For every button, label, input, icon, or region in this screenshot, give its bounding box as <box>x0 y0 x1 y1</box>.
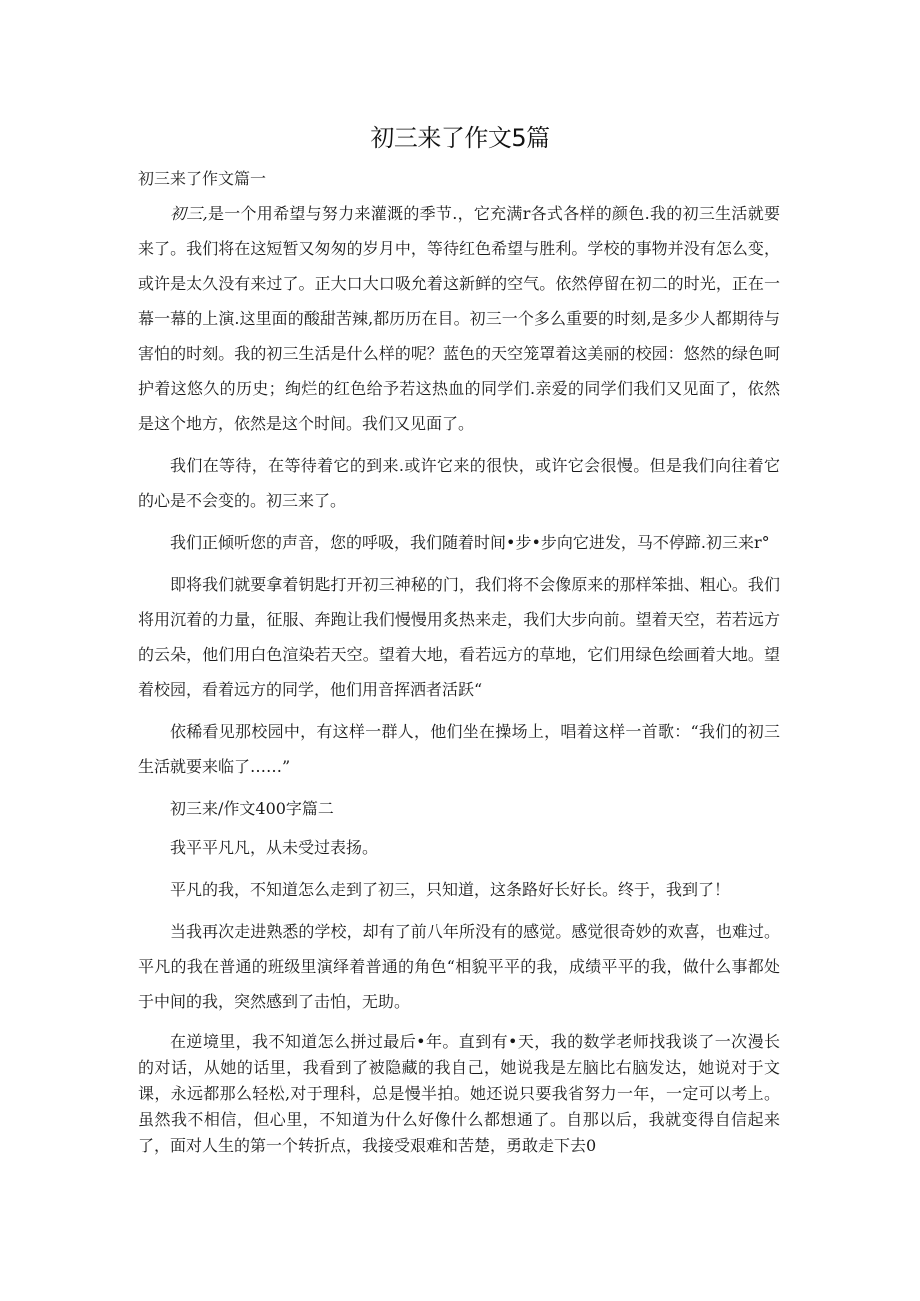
paragraph-8: 当我再次走进熟悉的学校，却有了前八年所没有的感觉。感觉很奇妙的欢喜，也难过。平凡的我在普通的班级里演绎着普通的角色“相貌平平的我，成绩平平的我，做什么事都处于中间的我，突然感到了击怕，无助。 <box>138 922 780 1011</box>
paragraph-3: 我们正倾听您的声音，您的呼吸，我们随着时间•步•步向它进发，马不停蹄.初三来r° <box>170 533 770 552</box>
section-heading-2: 初三来/作文400字篇二 <box>170 799 334 818</box>
section-heading-1: 初三来了作文篇一 <box>138 169 267 188</box>
document-title: 初三来了作文5篇 <box>370 124 550 152</box>
paragraph-7: 平凡的我，不知道怎么走到了初三，只知道，这条路好长好长。终于，我到了！ <box>170 880 731 899</box>
paragraph-4: 即将我们就要拿着钥匙打开初三神秘的门，我们将不会像原来的那样笨拙、粗心。我们将用沉着的力量，征服、奔跑让我们慢慢用炙热来走，我们大步向前。望着天空，若若远方的云朵，他们用白色渲染若天空。望着大地，看若远方的草地，它们用绿色绘画着大地。望着校园，看着远方的同学，他们用音挥洒者活跃“ <box>138 575 780 699</box>
paragraph-1 <box>138 196 780 441</box>
paragraph-6: 我平平凡凡，从未受过表扬。 <box>170 838 379 857</box>
paragraph-2: 我们在等待，在等待着它的到来.或许它来的很快，或许它会很慢。但是我们向往着它的心是不会变的。初三来了。 <box>138 456 780 510</box>
paragraph-1-text: 是一个用希望与努力来灌溉的季节.，它充满r各式各样的颜色.我的初三生活就要来了。我们将在这短暂又匆匆的岁月中，等待红色希望与胜利。学校的事物并没有怎么变，或许是太久没有来过了。正大口大口吸允着这新鲜的空气。依然停留在初二的时光，正在一幕一幕的上演.这里面的酸甜苦辣,都历历在目。初三一个多么重要的时刻,是多少人都期待与害怕的时刻。我的初三生活是什么样的呢？蓝色的天空笼罩着这美丽的校园：悠然的绿色呵护着这悠久的历史；绚烂的红色给予若这热血的同学们.亲爱的同学们我们又见面了，依然是这个地方，依然是这个时间。我们又见面了。 <box>138 204 780 433</box>
paragraph-1-lead: 初三, <box>170 204 208 223</box>
paragraph-5: 依稀看见那校园中，有这样一群人，他们坐在操场上，唱着这样一首歌：“我们的初三生活就要来临了……” <box>138 722 780 776</box>
document-body <box>138 196 780 1166</box>
paragraph-9: 在逆境里，我不知道怎么拼过最后•年。直到有•天，我的数学老师找我谈了一次漫长的对话，从她的话里，我看到了被隐藏的我自己，她说我是左脑比右脑发达，她说对于文课，永远都那么轻松,对于理科，总是慢半拍。她还说只要我省努力一年，一定可以考上。虽然我不相信，但心里，不知道为什么好像什么都想通了。自那以后，我就变得自信起来了，面对人生的第一个转折点，我接受艰难和苦楚，勇敢走下去0 <box>138 1032 780 1155</box>
